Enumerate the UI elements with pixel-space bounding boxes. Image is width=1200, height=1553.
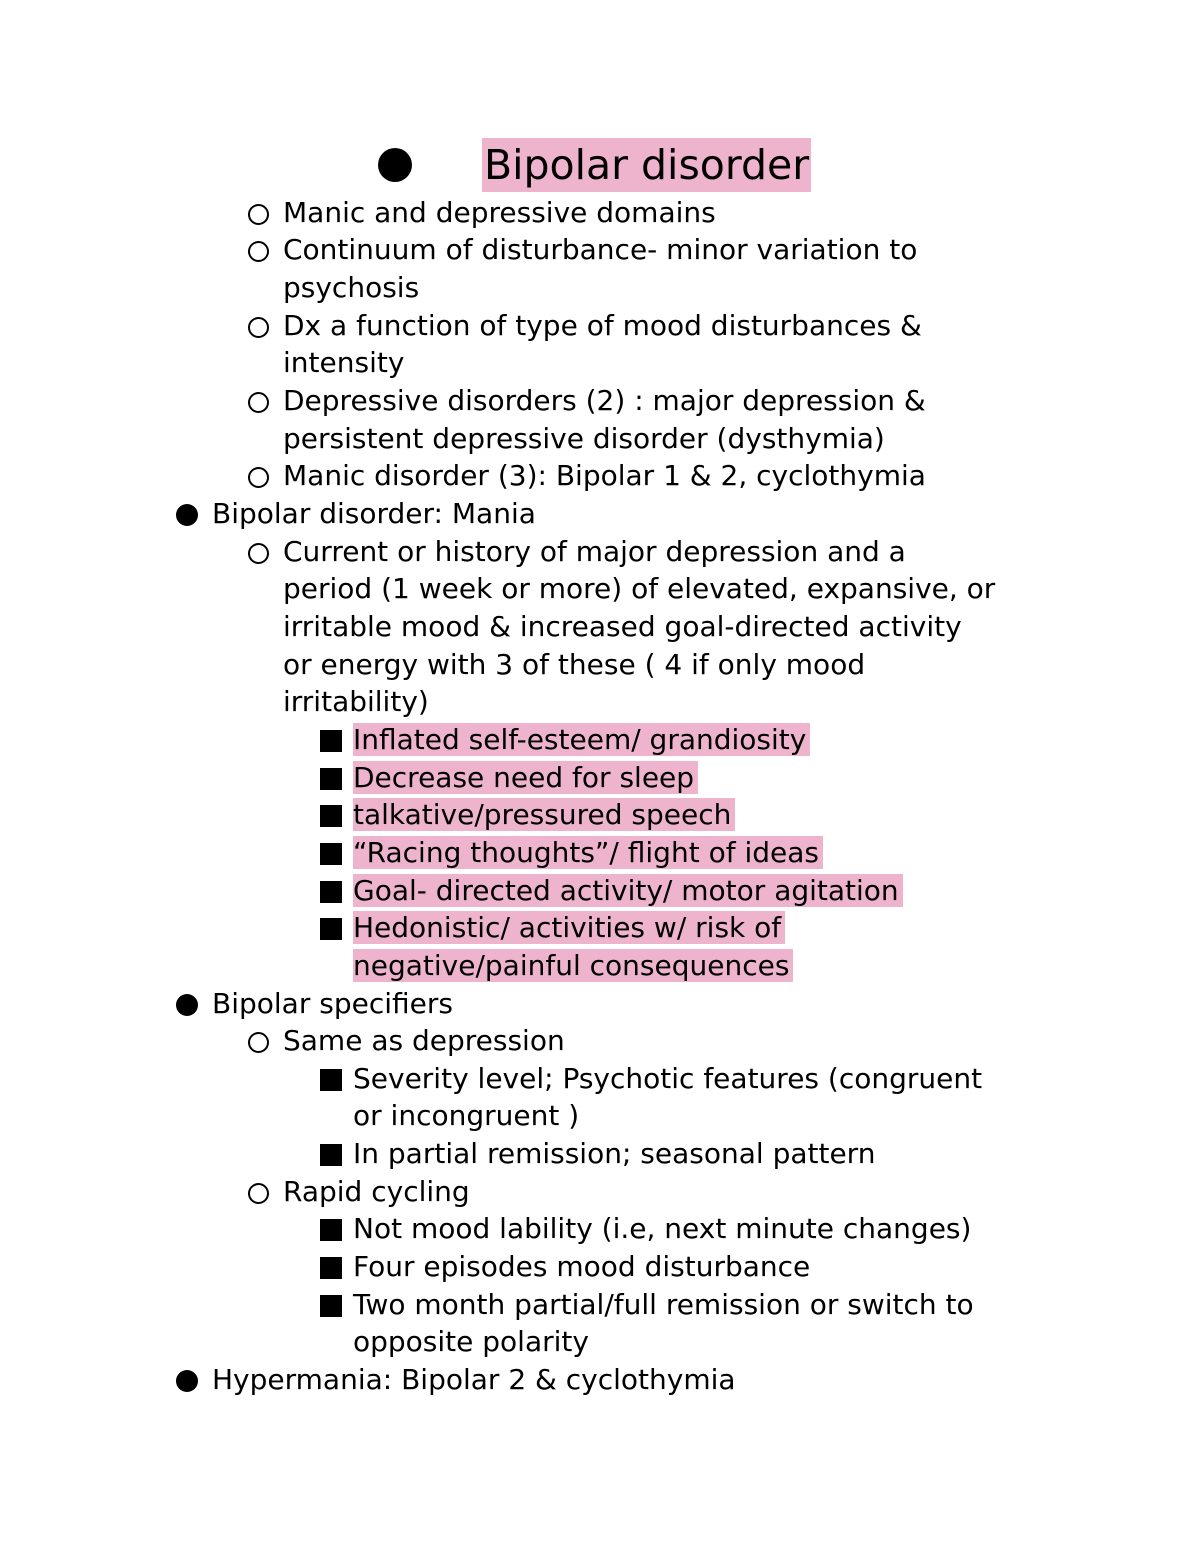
list-item-continuation: or energy with 3 of these ( 4 if only mood (283, 648, 866, 681)
section-heading-specifiers: Bipolar specifiers (212, 985, 453, 1023)
symptom-item: Decrease need for sleep (353, 759, 698, 797)
bullet-square-icon (320, 1257, 342, 1279)
list-subitem-continuation: opposite polarity (353, 1325, 589, 1358)
symptom-item: Hedonistic/ activities w/ risk of (353, 909, 785, 947)
bullet-circle-icon (248, 1183, 269, 1204)
list-item: Dx a function of type of mood disturbances & (283, 307, 922, 345)
bullet-square-icon (320, 730, 342, 752)
list-item-continuation: period (1 week or more) of elevated, expansive, or (283, 572, 996, 605)
page-title: Bipolar disorder (482, 138, 811, 192)
section-heading-mania: Bipolar disorder: Mania (212, 495, 536, 533)
list-item: Same as depression (283, 1022, 565, 1060)
list-subitem: Not mood lability (i.e, next minute changes) (353, 1210, 971, 1248)
bullet-circle-icon (248, 392, 269, 413)
list-subitem: Four episodes mood disturbance (353, 1248, 810, 1286)
bullet-circle-icon (248, 467, 269, 488)
list-item: Manic disorder (3): Bipolar 1 & 2, cyclothymia (283, 457, 926, 495)
bullet-square-icon (320, 1069, 342, 1091)
title-row (378, 138, 811, 192)
list-item: Manic and depressive domains (283, 194, 716, 232)
symptom-item: talkative/pressured speech (353, 796, 735, 834)
bullet-square-icon (320, 768, 342, 790)
bullet-square-icon (320, 843, 342, 865)
list-item: Rapid cycling (283, 1173, 470, 1211)
list-subitem: In partial remission; seasonal pattern (353, 1135, 875, 1173)
list-item: Continuum of disturbance- minor variation to (283, 231, 917, 269)
bullet-square-icon (320, 918, 342, 940)
bullet-square-icon (320, 805, 342, 827)
bullet-disc-icon (176, 504, 198, 526)
list-item-continuation: irritability) (283, 685, 429, 718)
list-subitem-continuation: or incongruent ) (353, 1099, 580, 1132)
list-item-continuation: irritable mood & increased goal-directed activity (283, 610, 962, 643)
bullet-circle-icon (248, 241, 269, 262)
bullet-square-icon (320, 1295, 342, 1317)
bullet-circle-icon (248, 204, 269, 225)
bullet-circle-icon (248, 1032, 269, 1053)
list-subitem: Two month partial/full remission or switch to (353, 1286, 974, 1324)
bullet-disc-icon (378, 148, 412, 182)
bullet-disc-icon (176, 1370, 198, 1392)
bullet-disc-icon (176, 994, 198, 1016)
symptom-item: “Racing thoughts”/ flight of ideas (353, 834, 823, 872)
bullet-circle-icon (248, 543, 269, 564)
list-item-continuation: intensity (283, 346, 405, 379)
section-heading-hypermania: Hypermania: Bipolar 2 & cyclothymia (212, 1361, 736, 1399)
symptom-item: Inflated self-esteem/ grandiosity (353, 721, 810, 759)
bullet-square-icon (320, 1144, 342, 1166)
list-subitem: Severity level; Psychotic features (congruent (353, 1060, 982, 1098)
list-item-continuation: persistent depressive disorder (dysthymia) (283, 422, 885, 455)
bullet-square-icon (320, 1219, 342, 1241)
symptom-item-continuation: negative/painful consequences (353, 947, 793, 985)
bullet-circle-icon (248, 317, 269, 338)
symptom-item: Goal- directed activity/ motor agitation (353, 872, 903, 910)
bullet-square-icon (320, 881, 342, 903)
list-item: Depressive disorders (2) : major depression & (283, 382, 926, 420)
list-item: Current or history of major depression and a (283, 533, 906, 571)
list-item-continuation: psychosis (283, 271, 420, 304)
